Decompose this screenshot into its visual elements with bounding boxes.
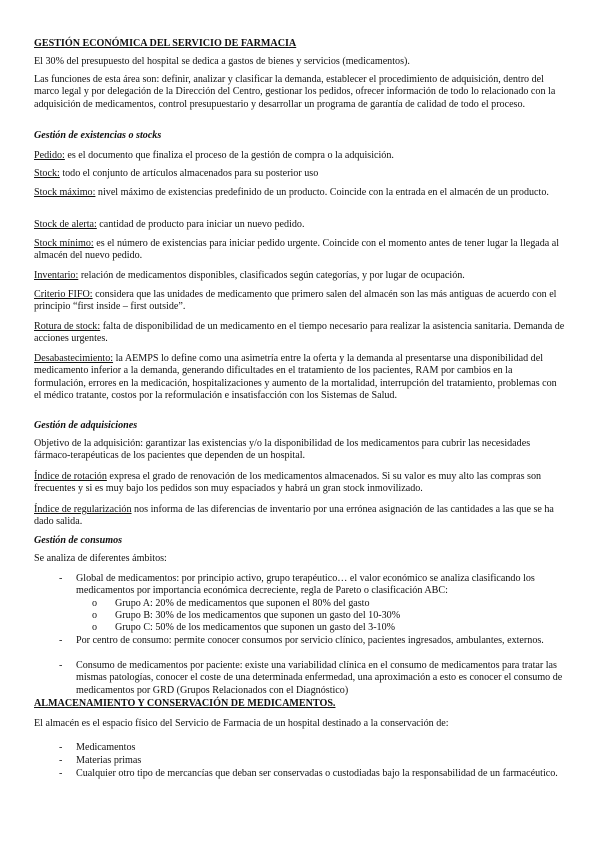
definition-term: Inventario: (34, 270, 79, 281)
definition-stock-minimo (34, 238, 566, 263)
definition-stock-maximo (34, 187, 566, 199)
definition-inventario (34, 270, 566, 282)
definition-stock-alerta (34, 219, 566, 231)
intro-paragraph-2: Las funciones de esta área son: definir, analizar y clasificar la demanda, establecer el procedimiento de adquisición, dentro del marco legal y por delegación de la Dirección del Centro, gestionar los pedidos, ofrecer información de todo lo relacionado con la adquisición de medicamentos, control presupuestario y desarrollar un programa de garantía de calidad de todo el proceso. (34, 74, 556, 110)
list-bullet: - (59, 573, 63, 584)
definition-text: falta de disponibilidad de un medicamento en el tiempo necesario para realizar la asistencia sanitaria. Demanda de acciones urgentes. (34, 321, 565, 345)
sublist-bullet: o (92, 622, 98, 633)
stock-heading: Gestión de existencias o stocks (34, 130, 162, 141)
definition-text: es el documento que finaliza el proceso de la gestión de compra o la adquisición. (64, 150, 394, 161)
definition-text: expresa el grado de renovación de los medicamentos almacenados. Si su valor es muy alto las compras son frecuentes y si es muy bajo los pedidos son muy espaciados y habrá un gran stock inmovilizado. (34, 471, 542, 495)
definition-term: Criterio FIFO: (34, 289, 93, 300)
abc-group-a: Grupo A: 20% de medicamentos que suponen el 80% del gasto (115, 598, 370, 609)
intro-paragraph-1: El 30% del presupuesto del hospital se dedica a gastos de bienes y servicios (medicamentos). (34, 56, 410, 67)
list-bullet: - (59, 768, 63, 779)
definition-term: Pedido: (34, 150, 65, 161)
list-bullet: - (59, 660, 63, 671)
definition-term: Stock: (34, 168, 60, 179)
list-bullet: - (59, 755, 63, 766)
storage-intro: El almacén es el espacio físico del Servicio de Farmacia de un hospital destinado a la conservación de: (34, 718, 449, 729)
definition-indice-rotacion (34, 471, 566, 496)
page-title: GESTIÓN ECONÓMICA DEL SERVICIO DE FARMACIA (34, 38, 297, 49)
definition-text: nivel máximo de existencias predefinido de un producto. Coincide con la entrada en el almacén de un producto. (95, 187, 549, 198)
definition-fifo (34, 289, 566, 314)
consumption-item: Global de medicamentos: por principio activo, grupo terapéutico… el valor económico se analiza clasificando los medicamentos por importancia económica decreciente, regla de Pareto o clasificación ABC: (76, 573, 535, 597)
definition-term: Rotura de stock: (34, 321, 101, 332)
definition-text: nos informa de las diferencias de inventario por una errónea asignación de las cantidades a las que se ha dado salida. (34, 504, 554, 528)
definition-rotura (34, 321, 566, 346)
consumption-item: Consumo de medicamentos por paciente: existe una variabilidad clínica en el consumo de medicamentos para tratar las mismas patologías, conocer el coste de una determinada enfermedad, una aproximación a esto es conocer el consumo de medicamentos por GRD (Grupos Relacionados con el Diagnóstico) (76, 660, 563, 696)
definition-stock (34, 168, 566, 180)
definition-term: Desabastecimiento: (34, 353, 114, 364)
definition-pedido (34, 150, 566, 162)
list-bullet: - (59, 635, 63, 646)
storage-item: Materias primas (76, 755, 142, 766)
definition-term: Índice de rotación (34, 471, 107, 482)
definition-term: Stock mínimo: (34, 238, 94, 249)
definition-indice-regularizacion (34, 504, 566, 529)
definition-text: todo el conjunto de artículos almacenados para su posterior uso (59, 168, 319, 179)
definition-text: la AEMPS lo define como una asimetría entre la oferta y la demanda al presentarse una disponibilidad del medicamento inferior a la demanda, generando dificultades en el tratamiento de los pacientes, RAM por cambios en la formulación, errores en la medicación, hospitalizaciones y aumento de la mortalidad, interrupción del tratamiento, problemas con el médico tratante, costos por la reformulación e insatisfacción con los Sistemas de Salud. (34, 353, 557, 401)
storage-item: Medicamentos (76, 742, 136, 753)
list-bullet: - (59, 742, 63, 753)
acquisition-heading: Gestión de adquisiciones (34, 420, 138, 431)
definition-term: Índice de regularización (34, 504, 132, 515)
definition-text: relación de medicamentos disponibles, clasificados según categorías, y por lugar de ocupación. (78, 270, 465, 281)
definition-term: Stock máximo: (34, 187, 96, 198)
storage-title: ALMACENAMIENTO Y CONSERVACIÓN DE MEDICAMENTOS. (34, 698, 336, 709)
consumption-intro: Se analiza de diferentes ámbitos: (34, 553, 167, 564)
sublist-bullet: o (92, 598, 98, 609)
definition-text: considera que las unidades de medicamento que primero salen del almacén son las más antiguas de acuerdo con el principio “first inside – first outside”. (34, 289, 557, 313)
abc-group-c: Grupo C: 50% de los medicamentos que suponen un gasto del 3-10% (115, 622, 396, 633)
definition-text: es el número de existencias para iniciar pedido urgente. Coincide con el momento antes de tener lugar la llegada al almacén del nuevo pedido. (34, 238, 560, 262)
consumption-heading: Gestión de consumos (34, 535, 123, 546)
definition-text: cantidad de producto para iniciar un nuevo pedido. (96, 219, 305, 230)
consumption-item: Por centro de consumo: permite conocer consumos por servicio clínico, pacientes ingresados, ambulantes, externos. (76, 635, 544, 646)
storage-item: Cualquier otro tipo de mercancías que deban ser conservadas o custodiadas bajo la responsabilidad de un farmacéutico. (76, 768, 558, 779)
abc-group-b: Grupo B: 30% de los medicamentos que suponen un gasto del 10-30% (115, 610, 401, 621)
acquisition-objective: Objetivo de la adquisición: garantizar las existencias y/o la disponibilidad de los medicamentos para cubrir las necesidades fármaco-terapéuticas de los pacientes que dependen de un hospital. (34, 438, 531, 462)
definition-desabastecimiento (34, 353, 566, 402)
sublist-bullet: o (92, 610, 98, 621)
definition-term: Stock de alerta: (34, 219, 97, 230)
